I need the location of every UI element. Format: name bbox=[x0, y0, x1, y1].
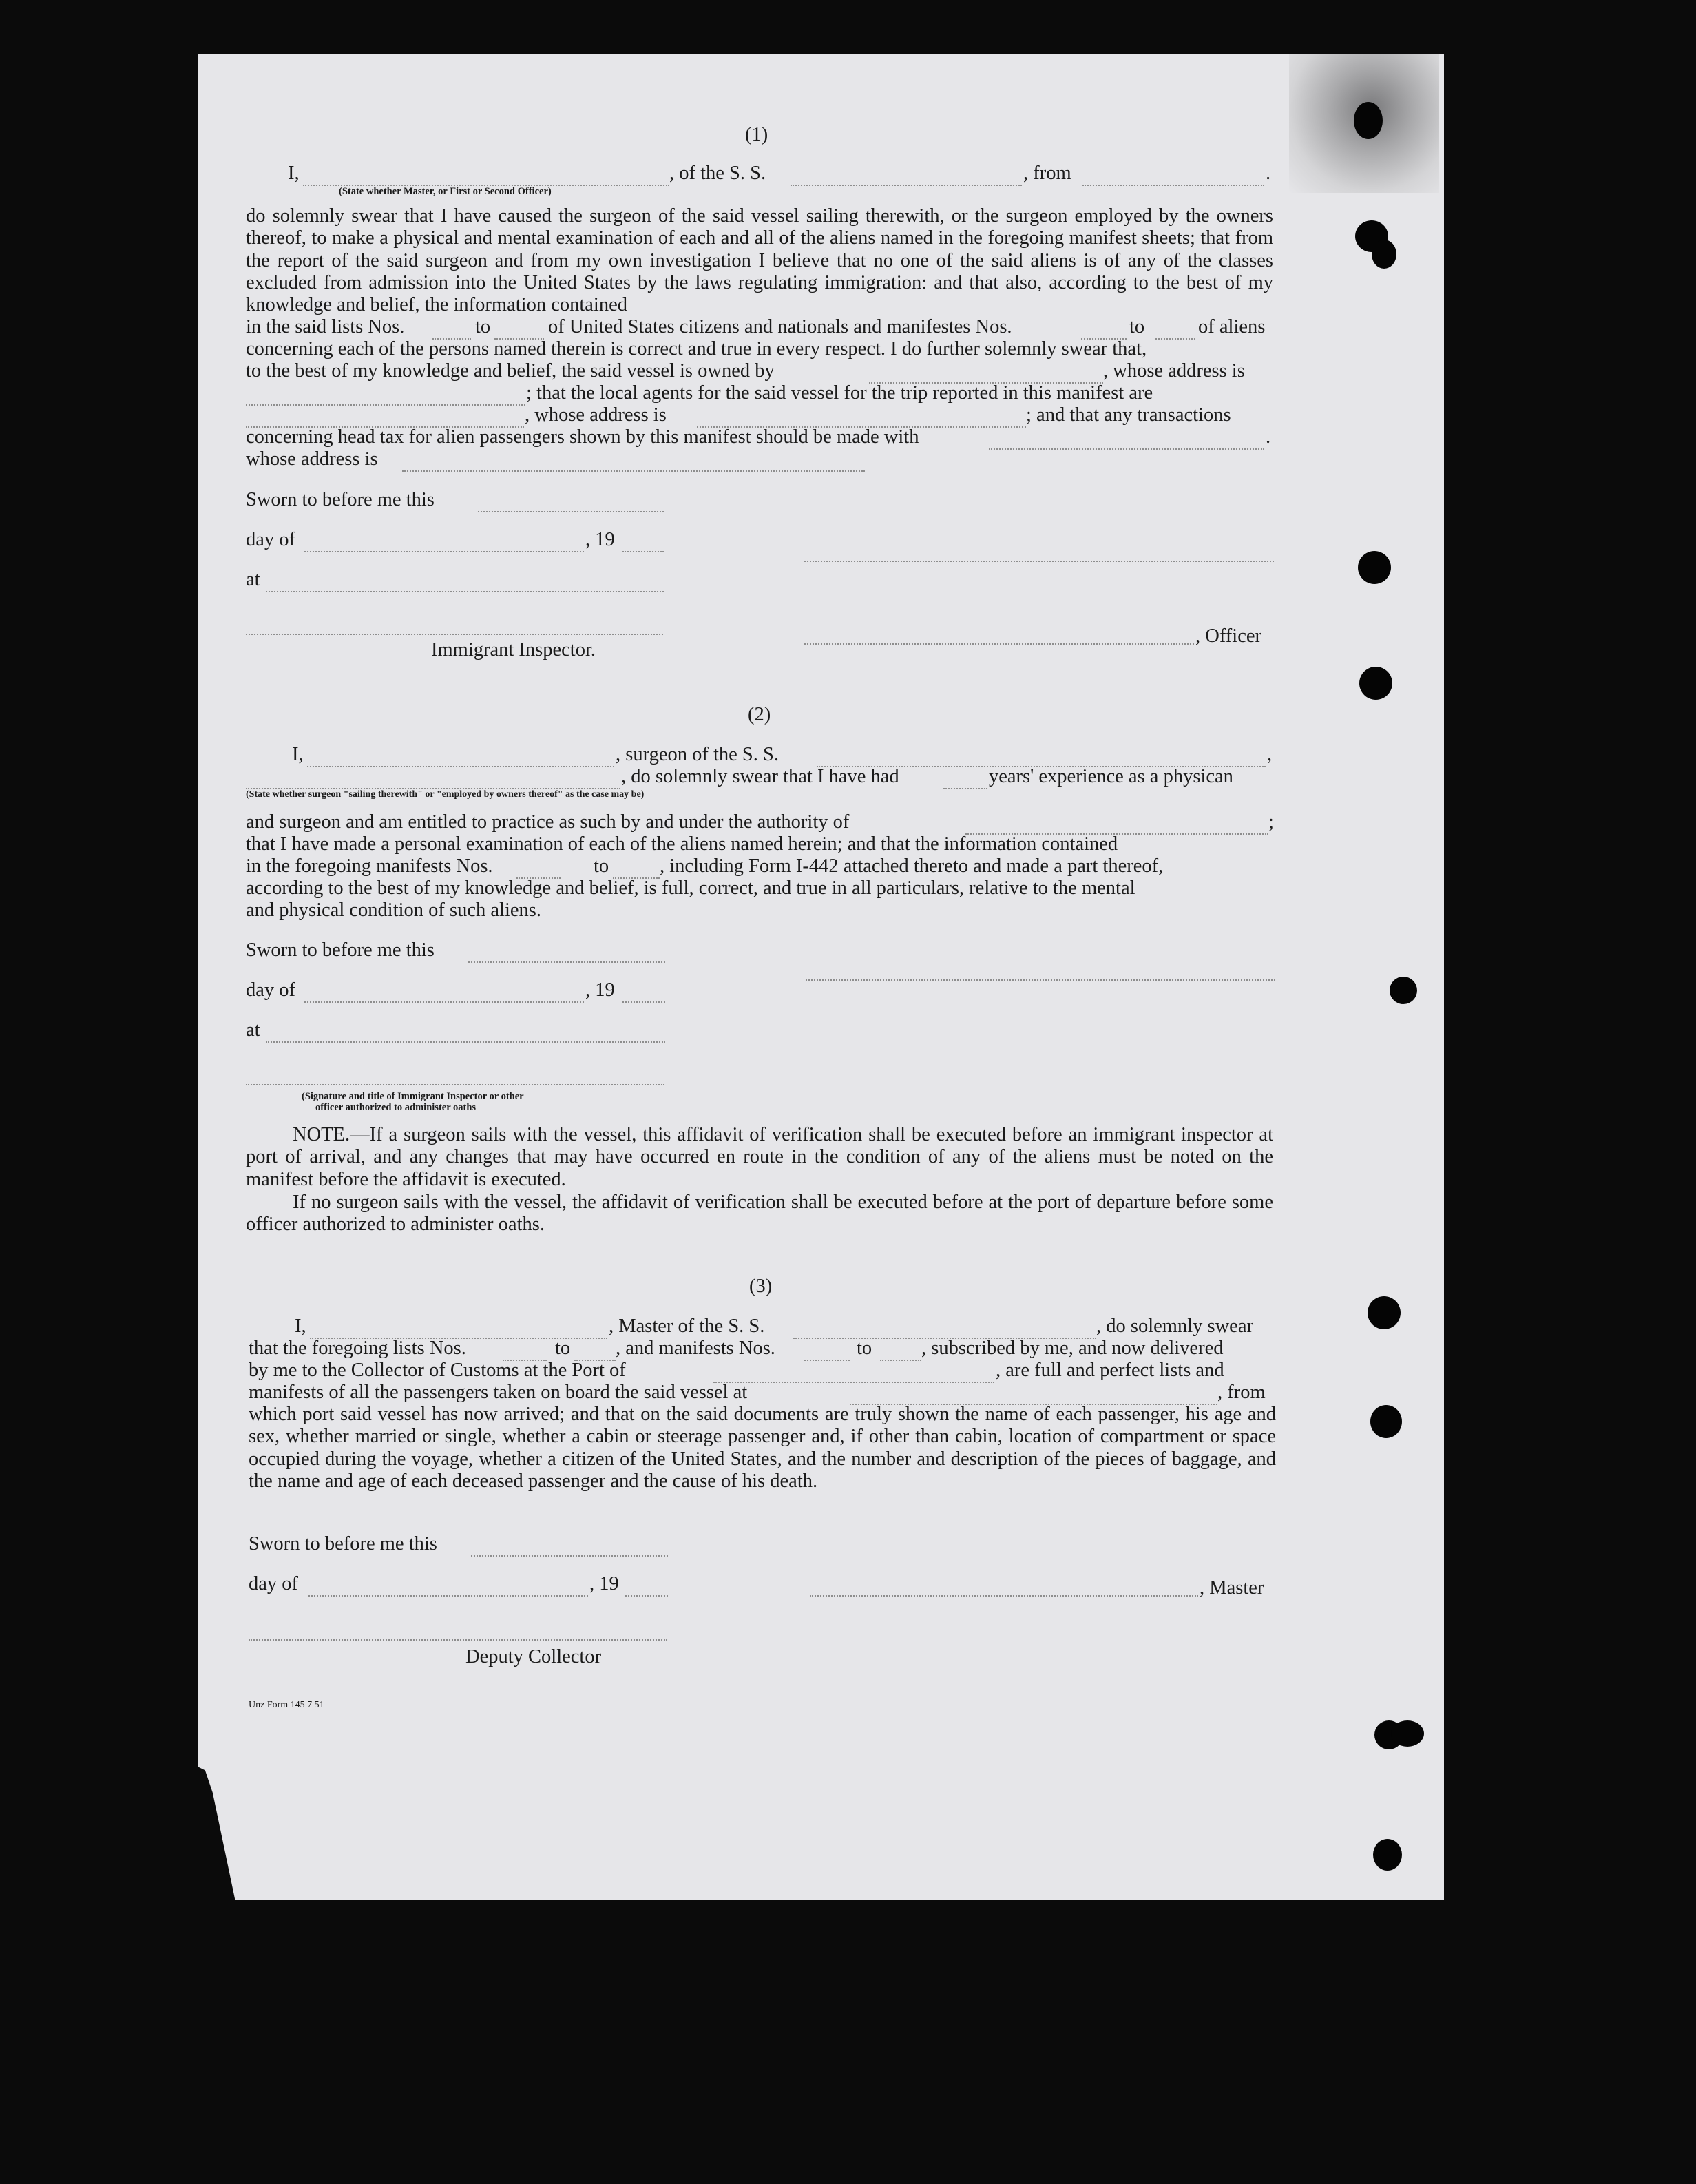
surgeon-name-field[interactable] bbox=[307, 745, 614, 767]
punch-hole-6 bbox=[1390, 977, 1417, 1004]
lists-to-field[interactable] bbox=[574, 1339, 616, 1361]
agents-field[interactable] bbox=[246, 406, 524, 428]
departure-port-field[interactable] bbox=[1082, 164, 1264, 186]
month-field[interactable] bbox=[304, 530, 584, 552]
manifests-to-field[interactable] bbox=[613, 857, 660, 879]
master-signature-field[interactable] bbox=[804, 540, 1274, 562]
years-field[interactable] bbox=[943, 767, 987, 789]
text-lists-nos: that the foregoing lists Nos. bbox=[249, 1338, 466, 1359]
text-to: to bbox=[475, 316, 491, 337]
day-of-label: day of bbox=[246, 979, 296, 1001]
month-field[interactable] bbox=[308, 1574, 588, 1597]
port-field[interactable] bbox=[713, 1361, 994, 1383]
year-prefix: , 19 bbox=[585, 979, 615, 1001]
text-swear: , do solemnly swear that I have had bbox=[621, 766, 899, 787]
punch-hole-11 bbox=[1373, 1839, 1402, 1871]
officer-label: , Officer bbox=[1195, 625, 1262, 647]
text-i: I, bbox=[295, 1315, 306, 1337]
punch-hole-5 bbox=[1359, 667, 1392, 700]
text-concerning: concerning each of the persons named therein is correct and true in every respect. I do further solemnly swear that, bbox=[246, 338, 1147, 360]
text-from: , from bbox=[1023, 163, 1071, 184]
punch-hole-1 bbox=[1354, 102, 1383, 139]
officer-signature-field[interactable] bbox=[804, 623, 1194, 645]
signature-note-line1: (Signature and title of Immigrant Inspector or other bbox=[302, 1091, 524, 1102]
form-identifier: Unz Form 145 7 51 bbox=[249, 1700, 324, 1710]
text-to: to bbox=[555, 1338, 571, 1359]
manifests-to-field[interactable] bbox=[1155, 318, 1195, 340]
year-prefix: , 19 bbox=[585, 529, 615, 550]
boarding-port-field[interactable] bbox=[850, 1383, 1217, 1405]
section-number: (1) bbox=[745, 124, 768, 145]
signature-note-line2: officer authorized to administer oaths bbox=[315, 1102, 477, 1113]
section-number: (2) bbox=[748, 704, 771, 725]
text-local-agents: ; that the local agents for the said vessel for the trip reported in this manifest are bbox=[526, 382, 1153, 404]
surgeon-status-field[interactable] bbox=[246, 767, 620, 789]
sworn-day-field[interactable] bbox=[478, 490, 664, 512]
text-of-aliens: of aliens bbox=[1198, 316, 1266, 337]
text-authority: and surgeon and am entitled to practice as such by and under the authority of bbox=[246, 811, 850, 833]
punch-hole-8 bbox=[1370, 1405, 1402, 1438]
note-paragraph: NOTE.—If a surgeon sails with the vessel, this affidavit of verification shall be executed before an immigrant inspector at port of arrival, and any changes that may have occurred en route in the condition of any of the aliens must be noted on the manifest before the affidavit is executed. bbox=[246, 1124, 1273, 1190]
lists-from-field[interactable] bbox=[503, 1339, 547, 1361]
text-whose-address: , whose address is bbox=[1103, 360, 1245, 382]
text-subscribed: , subscribed by me, and now delivered bbox=[921, 1338, 1224, 1359]
text-to: to bbox=[857, 1338, 872, 1359]
master-signature-field[interactable] bbox=[810, 1574, 1198, 1597]
text-i: I, bbox=[292, 744, 304, 765]
vessel-name-field[interactable] bbox=[791, 164, 1022, 186]
text-physical-condition: and physical condition of such aliens. bbox=[246, 899, 541, 921]
text-comma: , bbox=[1267, 744, 1273, 765]
text-manifests-nos: in the foregoing manifests Nos. bbox=[246, 855, 493, 877]
text-period: . bbox=[1266, 426, 1271, 448]
authority-field[interactable] bbox=[965, 813, 1268, 835]
text-taken-on-board: manifests of all the passengers taken on board the said vessel at bbox=[249, 1382, 748, 1403]
section-number: (3) bbox=[749, 1276, 773, 1297]
punch-hole-10 bbox=[1391, 1720, 1424, 1747]
year-prefix: , 19 bbox=[589, 1573, 619, 1594]
manifests-from-field[interactable] bbox=[516, 857, 561, 879]
sworn-label: Sworn to before me this bbox=[249, 1533, 437, 1554]
sworn-day-field[interactable] bbox=[471, 1535, 668, 1557]
inspector-signature-field[interactable] bbox=[246, 1063, 664, 1085]
manifests-to-field[interactable] bbox=[880, 1339, 921, 1361]
text-from: , from bbox=[1217, 1382, 1266, 1403]
vessel-name-field[interactable] bbox=[817, 745, 1266, 767]
inspector-signature-field[interactable] bbox=[246, 613, 663, 635]
master-note: (State whether Master, or First or Second Officer) bbox=[339, 186, 552, 197]
place-field[interactable] bbox=[266, 570, 664, 592]
day-of-label: day of bbox=[246, 529, 296, 550]
lists-from-field[interactable] bbox=[432, 318, 471, 340]
note-paragraph-2: If no surgeon sails with the vessel, the affidavit of verification shall be executed before at the port of departure before some officer authorized to administer oaths. bbox=[246, 1192, 1273, 1236]
year-field[interactable] bbox=[622, 981, 665, 1003]
section1-body: do solemnly swear that I have caused the surgeon of the said vessel sailing therewith, or the surgeon employed by the owners thereof, to make a physical and mental examination of each and all of the aliens named in the foregoing manifest sheets; that from the report of the said surgeon and from my own investigation I believe that no one of the said aliens is of any of the classes excluded from admission into the United States by the laws regulating immigration: and that also, according to the best of my knowledge and belief, the information contained bbox=[246, 205, 1273, 316]
surgeon-note: (State whether surgeon "sailing therewith" or "employed by owners thereof" as the case may be) bbox=[246, 789, 645, 800]
text-port-of: by me to the Collector of Customs at the Port of bbox=[249, 1360, 626, 1381]
text-surgeon-of-ss: , surgeon of the S. S. bbox=[616, 744, 779, 765]
master-name-field[interactable] bbox=[303, 164, 669, 186]
text-owned-by: to the best of my knowledge and belief, the said vessel is owned by bbox=[246, 360, 775, 382]
deputy-signature-field[interactable] bbox=[249, 1619, 667, 1641]
text-period: . bbox=[1266, 163, 1271, 184]
punch-hole-3 bbox=[1372, 240, 1396, 269]
owner-field[interactable] bbox=[869, 362, 1103, 384]
lists-to-field[interactable] bbox=[494, 318, 544, 340]
text-i: I, bbox=[288, 163, 300, 184]
text-lists-nos: in the said lists Nos. bbox=[246, 316, 405, 337]
sworn-label: Sworn to before me this bbox=[246, 489, 435, 510]
text-transactions: ; and that any transactions bbox=[1026, 404, 1231, 426]
head-tax-field[interactable] bbox=[989, 428, 1264, 450]
month-field[interactable] bbox=[304, 981, 584, 1003]
text-form-i442: , including Form I-442 attached thereto and made a part thereof, bbox=[660, 855, 1164, 877]
head-tax-address-field[interactable] bbox=[402, 450, 865, 472]
master-label: , Master bbox=[1200, 1577, 1264, 1599]
text-manifests-nos: , and manifests Nos. bbox=[616, 1338, 775, 1359]
punch-hole-7 bbox=[1368, 1296, 1401, 1329]
owner-address-field[interactable] bbox=[246, 384, 525, 406]
year-field[interactable] bbox=[622, 530, 664, 552]
year-field[interactable] bbox=[625, 1574, 668, 1597]
deputy-collector-label: Deputy Collector bbox=[465, 1646, 602, 1667]
text-to: to bbox=[1129, 316, 1145, 337]
text-head-tax: concerning head tax for alien passengers shown by this manifest should be made with bbox=[246, 426, 919, 448]
immigrant-inspector-label: Immigrant Inspector. bbox=[431, 639, 596, 661]
day-of-label: day of bbox=[249, 1573, 299, 1594]
text-whose-address: whose address is bbox=[246, 448, 378, 470]
at-label: at bbox=[246, 569, 260, 590]
master-name-field[interactable] bbox=[310, 1317, 607, 1339]
text-according: according to the best of my knowledge and belief, is full, correct, and true in all particulars, relative to the mental bbox=[246, 877, 1135, 899]
text-years-experience: years' experience as a physican bbox=[989, 766, 1233, 787]
section3-body: which port said vessel has now arrived; and that on the said documents are truly shown the name of each passenger, his age and sex, whether married or single, whether a cabin or steerage passenger and, if other than cabin, location of compartment or space occupied during the voyage, whether a citizen of the United States, and the number and description of the pieces of baggage, and the name and age of each deceased passenger and the cause of his death. bbox=[249, 1404, 1276, 1492]
text-full-perfect: , are full and perfect lists and bbox=[996, 1360, 1224, 1381]
text-of-ss: , of the S. S. bbox=[669, 163, 766, 184]
at-label: at bbox=[246, 1019, 260, 1041]
manifests-from-field[interactable] bbox=[804, 1339, 850, 1361]
text-whose-address: , whose address is bbox=[525, 404, 667, 426]
text-to: to bbox=[594, 855, 609, 877]
manifests-from-field[interactable] bbox=[1081, 318, 1127, 340]
vessel-name-field[interactable] bbox=[793, 1317, 1096, 1339]
punch-hole-4 bbox=[1358, 551, 1391, 584]
text-citizens: of United States citizens and nationals and manifestes Nos. bbox=[548, 316, 1012, 337]
text-personal-exam: that I have made a personal examination of each of the aliens named herein; and that the information contained bbox=[246, 833, 1118, 855]
text-swear: , do solemnly swear bbox=[1096, 1315, 1253, 1337]
sworn-day-field[interactable] bbox=[468, 941, 665, 963]
text-master-of-ss: , Master of the S. S. bbox=[609, 1315, 765, 1337]
surgeon-signature-field[interactable] bbox=[806, 959, 1275, 981]
text-semicolon: ; bbox=[1268, 811, 1274, 833]
place-field[interactable] bbox=[266, 1021, 665, 1043]
agents-address-field[interactable] bbox=[697, 406, 1026, 428]
sworn-label: Sworn to before me this bbox=[246, 939, 435, 961]
